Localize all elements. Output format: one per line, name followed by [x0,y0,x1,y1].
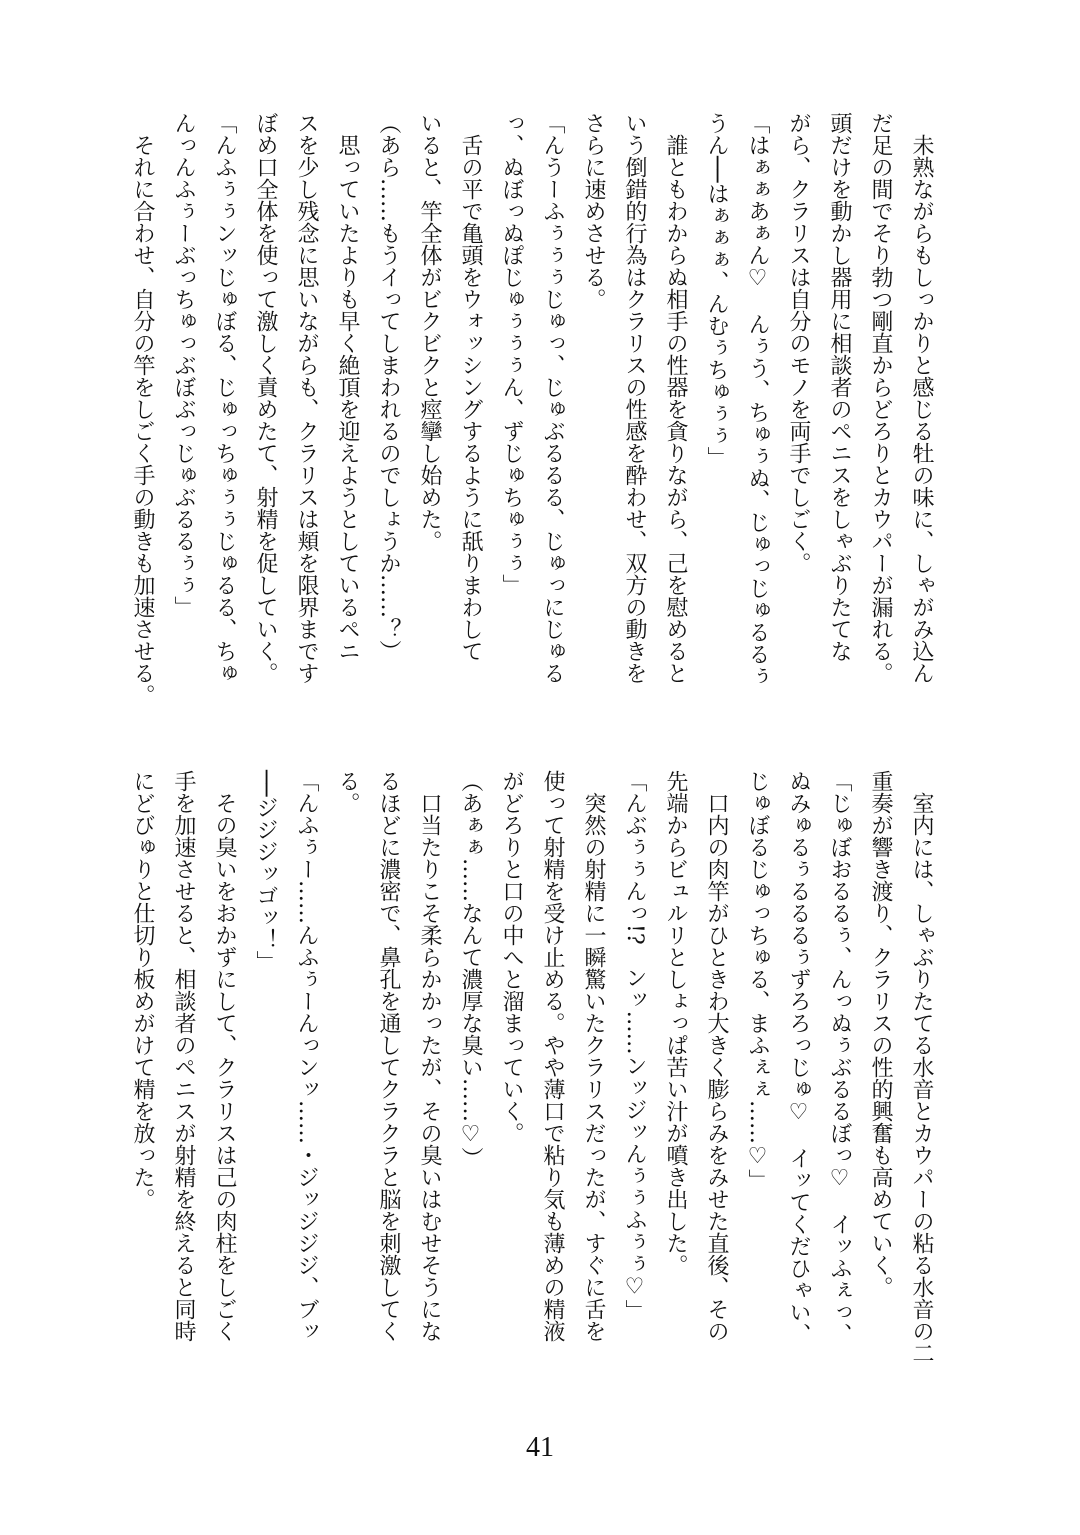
text-column: いると、竿全体がビクビクと痙攣し始めた。 [417,112,442,552]
text-column: 舌の平で亀頭をウォッシングするように舐りまわして [458,112,483,662]
text-column: 「んぶぅぅんっ!? ンッ……ンッジッんぅぅふぅぅ♡」 [622,770,647,1322]
text-column: その臭いをおかずにして、クラリスは己の肉柱をしごく [212,770,237,1342]
text-column: 使って射精を受け止める。やや薄口で粘り気も薄めの精液 [540,770,565,1342]
text-column: 誰ともわからぬ相手の性器を貪りながら、己を慰めると [663,112,688,684]
text-column: んっんふぅーぶっちゅっぶぼぶっじゅぶるるぅぅ」 [171,112,196,618]
text-column: っ、ぬぼっぬぽじゅぅぅぅん、ずじゅちゅぅぅ」 [499,112,524,596]
text-column: うん──はぁぁぁ、んむぅちゅぅぅ」 [704,112,729,469]
text-column: がどろりと口の中へと溜まっていく。 [499,770,524,1144]
text-column: るほどに濃密で、鼻孔を通してクラクラと脳を刺激してく [376,770,401,1342]
page-number: 41 [526,1432,554,1463]
text-column: 頭だけを動かし器用に相談者のペニスをしゃぶりたてな [827,112,852,662]
text-column: それに合わせ、自分の竿をしごく手の動きも加速させる。 [130,112,155,706]
text-column: さらに速めさせる。 [581,112,606,310]
text-column: 重奏が響き渡り、クラリスの性的興奮も高めていく。 [868,770,893,1298]
text-column: （あぁぁ……なんて濃厚な臭い……♡） [458,770,483,1169]
text-column: 「んふぅぅンッじゅぼる、じゅっちゅぅぅじゅるる、ちゅ [212,112,237,684]
text-column: ぼめ口全体を使って激しく責めたて、射精を促していく。 [253,112,278,684]
text-column: 思っていたよりも早く絶頂を迎えようとしているペニ [335,112,360,662]
text-column: がら、クラリスは自分のモノを両手でしごく。 [786,112,811,574]
text-column: 口当たりこそ柔らかかったが、その臭いはむせそうにな [417,770,442,1342]
text-column: にどびゅりと仕切り板めがけて精を放った。 [130,770,155,1210]
text-column: 突然の射精に一瞬驚いたクラリスだったが、すぐに舌を [581,770,606,1342]
text-block-lower [122,770,942,1400]
text-column: （あら……もうイってしまわれるのでしょうか……？） [376,112,401,662]
text-column: 手を加速させると、相談者のペニスが射精を終えると同時 [171,770,196,1342]
text-column: スを少し残念に思いながらも、クラリスは頬を限界まです [294,112,319,684]
text-column: 「じゅぼおるるぅ、んっぬぅぶるるぼっ♡ イッふぇっ、 [827,770,852,1345]
text-column: る。 [335,770,360,814]
text-column: じゅぼるじゅっちゅる、まふぇぇ……♡」 [745,770,770,1191]
text-column: いう倒錯的行為はクラリスの性感を酔わせ、双方の動きを [622,112,647,684]
text-column: 口内の肉竿がひときわ大きく膨らみをみせた直後、その [704,770,729,1342]
text-column: 「んうーふぅぅぅじゅっ、じゅぶるるる、じゅっにじゅる [540,112,565,684]
text-column: ぬみゅるぅるるるぅずろろっじゅ♡ イッてくだひゃい、 [786,770,811,1345]
text-column: 未熟ながらもしっかりと感じる牡の味に、しゃがみ込ん [909,112,934,684]
text-column: 「んふぅー……んふぅーんっンッ……・ジッジジジ、ブッ [294,770,319,1342]
text-column: だ足の間でそり勃つ剛直からどろりとカウパーが漏れる。 [868,112,893,684]
text-column: 先端からビュルリとしょっぱ苦い汁が噴き出した。 [663,770,688,1276]
text-column: 室内には、しゃぶりたてる水音とカウパーの粘る水音の二 [909,770,934,1364]
text-column: ──ジジジッゴッ！」 [253,770,278,973]
text-block-upper [122,112,942,742]
text-column: 「はぁぁあぁん♡ んぅう、ちゅぅぬ、じゅっじゅるるぅ [745,112,770,687]
